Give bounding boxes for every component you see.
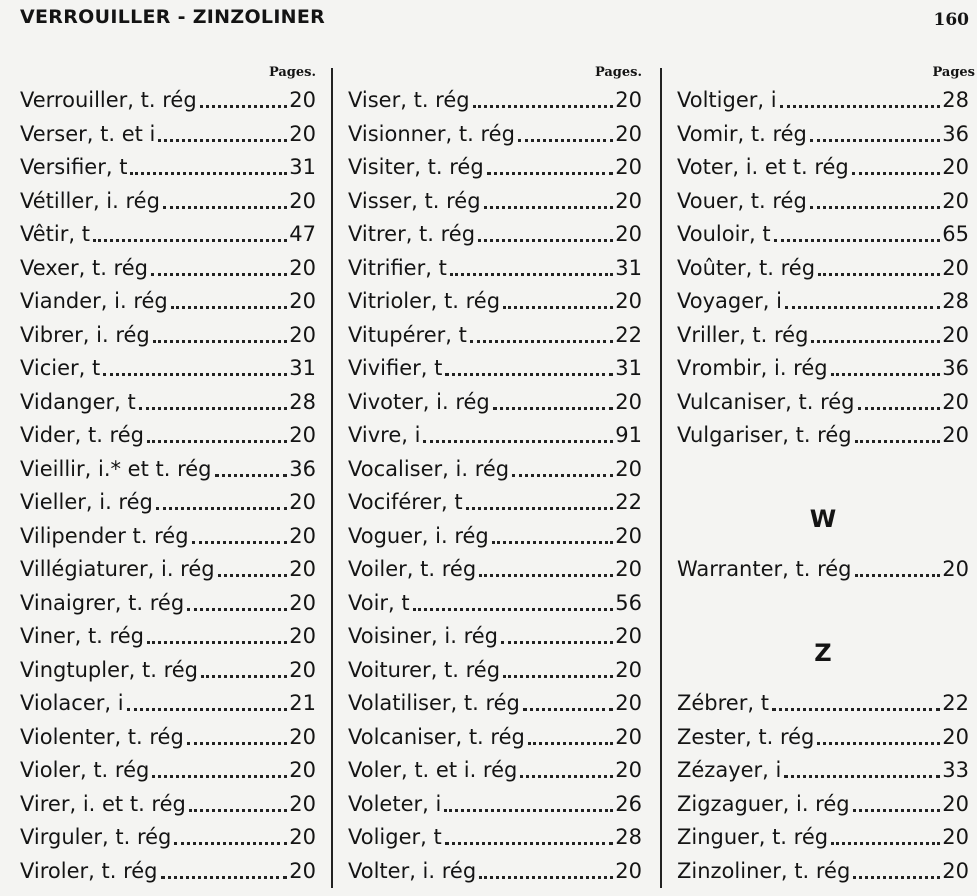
verb-entry (348, 687, 642, 721)
page-reference: 20 (289, 758, 316, 782)
verb-entry (20, 821, 316, 855)
verb-entry (20, 687, 316, 721)
dot-leader (853, 809, 941, 812)
page-reference: 20 (615, 691, 642, 715)
section-letter-z: Z (814, 639, 832, 667)
page-title: VERROUILLER - ZINZOLINER (20, 6, 326, 28)
spacer (677, 587, 969, 621)
dot-leader (512, 474, 613, 477)
page-reference: 20 (289, 825, 316, 849)
page-reference: 28 (615, 825, 642, 849)
verb-label: Zinguer, t. rég (677, 825, 829, 849)
dot-leader (528, 742, 613, 745)
column-divider (331, 68, 333, 888)
verb-label: Vitrifier, t (348, 255, 447, 280)
page-reference: 20 (615, 155, 642, 179)
verb-label: Voiturer, t. rég (348, 657, 501, 682)
verb-label: Vidanger, t (20, 389, 136, 414)
page-reference: 56 (615, 590, 642, 615)
page-reference: 20 (289, 557, 316, 581)
verb-entry (348, 84, 642, 118)
verb-label: Vitupérer, t (348, 322, 467, 347)
verb-label: Volter, i. rég (348, 858, 477, 883)
verb-label: Visionner, t. rég (348, 121, 515, 146)
dot-leader (413, 608, 614, 611)
page-reference: 22 (942, 691, 969, 715)
verb-label: Viser, t. rég (348, 88, 470, 112)
page-reference: 20 (615, 557, 642, 581)
page-reference: 31 (615, 255, 642, 280)
verb-entry (20, 285, 316, 319)
verb-entry (348, 419, 642, 453)
verb-label: Voltiger, i (677, 88, 777, 112)
verb-label: Virguler, t. rég (20, 825, 172, 849)
verb-entry (20, 118, 316, 152)
dot-leader (445, 373, 613, 376)
verb-label: Vivifier, t (348, 356, 443, 380)
page-reference: 20 (615, 121, 642, 146)
verb-label: Vouloir, t (677, 222, 771, 246)
column-1 (20, 62, 316, 888)
section-letter-w: W (809, 505, 837, 533)
page-reference: 31 (289, 356, 316, 380)
page-reference: 20 (942, 724, 969, 749)
dot-leader (445, 842, 614, 845)
verb-label: Zébrer, t (677, 691, 769, 715)
page-reference: 20 (942, 825, 969, 849)
page-reference: 28 (942, 289, 969, 313)
dot-leader (503, 675, 613, 678)
verb-entry (677, 252, 969, 286)
dot-leader (484, 206, 614, 209)
verb-label: Vitrer, t. rég (348, 222, 476, 246)
dot-leader (811, 340, 940, 343)
page-reference: 20 (615, 188, 642, 213)
page-reference: 31 (289, 155, 316, 179)
verb-entry (348, 386, 642, 420)
verb-label: Vider, t. rég (20, 423, 144, 447)
dot-leader (187, 608, 287, 611)
verb-label: Vouer, t. rég (677, 188, 807, 213)
page-reference: 20 (942, 188, 969, 213)
verb-label: Virer, i. et t. rég (20, 791, 186, 816)
dot-leader (130, 172, 287, 175)
page-reference: 22 (615, 490, 642, 514)
verb-label: Zinzoliner, t. rég (677, 858, 851, 883)
verb-entry (677, 821, 969, 855)
verb-label: Vivre, i (348, 423, 421, 447)
verb-entry (20, 185, 316, 219)
verb-label: Vociférer, t (348, 490, 463, 514)
page-reference: 20 (615, 657, 642, 682)
page-reference: 20 (289, 590, 316, 615)
verb-entry (348, 520, 642, 554)
verb-entry (348, 587, 642, 621)
page-reference: 20 (615, 624, 642, 648)
verb-label: Voguer, i. rég (348, 523, 489, 548)
page-reference: 20 (289, 657, 316, 682)
verb-label: Vétiller, i. rég (20, 188, 160, 213)
verb-entry (20, 620, 316, 654)
verb-label: Zester, t. rég (677, 724, 815, 749)
verb-entry (677, 285, 969, 319)
page-reference: 20 (942, 557, 969, 581)
verb-entry (348, 620, 642, 654)
dot-leader (93, 239, 287, 242)
verb-entry (348, 553, 642, 587)
page-number: 160 (933, 10, 969, 30)
verb-entry (677, 419, 969, 453)
verb-entry (20, 252, 316, 286)
dot-leader (161, 876, 288, 879)
verb-entry (20, 453, 316, 487)
verb-entry (348, 654, 642, 688)
verb-entry (677, 553, 969, 587)
dot-leader (853, 876, 940, 879)
verb-entry (20, 855, 316, 889)
dot-leader (855, 574, 941, 577)
page-reference: 91 (615, 423, 642, 447)
page-reference: 22 (615, 322, 642, 347)
page-reference: 20 (942, 255, 969, 280)
verb-label: Voler, t. et i. rég (348, 758, 518, 782)
verb-label: Vibrer, i. rég (20, 322, 150, 347)
page-reference: 21 (289, 691, 316, 715)
verb-entry (20, 654, 316, 688)
verb-label: Vieillir, i.* et t. rég (20, 456, 212, 481)
page-reference: 65 (942, 222, 969, 246)
dot-leader (174, 842, 287, 845)
verb-entry (20, 486, 316, 520)
dot-leader (503, 306, 613, 309)
pages-label: Pages (932, 65, 975, 80)
verb-label: Volcaniser, t. rég (348, 724, 525, 749)
dot-leader (171, 306, 288, 309)
dot-leader (147, 641, 287, 644)
verb-label: Vitrioler, t. rég (348, 289, 501, 313)
verb-entry (677, 386, 969, 420)
verb-entry (20, 587, 316, 621)
page-reference: 20 (289, 490, 316, 514)
dot-leader (785, 306, 940, 309)
page-reference: 20 (615, 758, 642, 782)
verb-label: Voliger, t (348, 825, 442, 849)
page-reference: 20 (289, 188, 316, 213)
verb-entry (20, 218, 316, 252)
verb-label: Vicier, t (20, 356, 101, 380)
verb-entry (348, 486, 642, 520)
verb-entry (677, 721, 969, 755)
verb-entry (677, 352, 969, 386)
verb-entry (677, 754, 969, 788)
page-reference: 36 (289, 456, 316, 481)
dot-leader (520, 775, 613, 778)
page-reference: 20 (289, 423, 316, 447)
dot-leader (523, 708, 613, 711)
verb-entry (348, 754, 642, 788)
verb-label: Vieller, i. rég (20, 490, 153, 514)
verb-entry (20, 419, 316, 453)
verb-entry (677, 185, 969, 219)
verb-label: Voûter, t. rég (677, 255, 816, 280)
verb-label: Vilipender t. rég (20, 523, 189, 548)
verb-label: Voleter, i (348, 791, 442, 816)
dot-leader (855, 440, 941, 443)
dot-leader (858, 407, 941, 410)
verb-label: Violer, t. rég (20, 758, 150, 782)
verb-label: Viner, t. rég (20, 624, 144, 648)
dot-leader (103, 373, 287, 376)
dot-leader (470, 340, 613, 343)
verb-label: Verser, t. et i (20, 121, 156, 146)
verb-entry (348, 252, 642, 286)
page-reference: 20 (942, 791, 969, 816)
verb-label: Voyager, i (677, 289, 782, 313)
verb-entry (677, 788, 969, 822)
page-reference: 20 (615, 389, 642, 414)
page-reference: 33 (942, 758, 969, 782)
verb-label: Vulgariser, t. rég (677, 423, 852, 447)
page-reference: 26 (615, 791, 642, 816)
page-reference: 47 (289, 222, 316, 246)
verb-label: Warranter, t. rég (677, 557, 852, 581)
verb-entry (348, 855, 642, 889)
page-reference: 20 (942, 423, 969, 447)
dot-leader (817, 742, 940, 745)
page-reference: 28 (289, 389, 316, 414)
page-reference: 36 (942, 121, 969, 146)
dot-leader (810, 206, 940, 209)
page-reference: 20 (615, 222, 642, 246)
page-reference: 20 (289, 724, 316, 749)
dot-leader (831, 842, 940, 845)
verb-label: Volatiliser, t. rég (348, 691, 520, 715)
verb-entry (20, 319, 316, 353)
dot-leader (780, 105, 941, 108)
page-reference: 20 (942, 155, 969, 179)
page-reference: 20 (289, 322, 316, 347)
page-reference: 20 (289, 523, 316, 548)
dot-leader (423, 440, 613, 443)
verb-label: Vinaigrer, t. rég (20, 590, 185, 615)
verb-entry (677, 118, 969, 152)
verb-entry (20, 721, 316, 755)
dot-leader (501, 641, 613, 644)
verb-label: Zézayer, i (677, 758, 782, 782)
verb-label: Vêtir, t (20, 222, 90, 246)
dot-leader (215, 474, 288, 477)
page-reference: 28 (942, 88, 969, 112)
dot-leader (200, 105, 288, 108)
verb-entry (20, 520, 316, 554)
verb-label: Viroler, t. rég (20, 858, 158, 883)
dot-leader (479, 876, 613, 879)
verb-label: Vrombir, i. rég (677, 356, 828, 380)
page-reference: 20 (615, 456, 642, 481)
column-3 (677, 62, 975, 888)
verb-label: Vocaliser, i. rég (348, 456, 510, 481)
page-reference: 20 (289, 858, 316, 883)
verb-label: Visser, t. rég (348, 188, 481, 213)
dot-leader (479, 574, 613, 577)
verb-label: Violacer, i (20, 691, 124, 715)
column-2 (348, 62, 642, 888)
dot-leader (487, 172, 614, 175)
dot-leader (492, 541, 614, 544)
dot-leader (151, 273, 287, 276)
dot-leader (201, 675, 287, 678)
dot-leader (218, 574, 288, 577)
spacer (677, 453, 969, 487)
verb-entry (20, 352, 316, 386)
dot-leader (127, 708, 288, 711)
dot-leader (772, 708, 940, 711)
verb-label: Voir, t (348, 590, 410, 615)
verb-entry (20, 553, 316, 587)
page-reference: 36 (942, 356, 969, 380)
verb-entry (20, 754, 316, 788)
verb-entry (677, 855, 969, 889)
verb-label: Viander, i. rég (20, 289, 168, 313)
verb-label: Vriller, t. rég (677, 322, 809, 347)
dot-leader (152, 775, 287, 778)
verb-label: Vexer, t. rég (20, 255, 148, 280)
verb-label: Vivoter, i. rég (348, 389, 490, 414)
dot-leader (518, 139, 613, 142)
verb-label: Vulcaniser, t. rég (677, 389, 855, 414)
page-reference: 20 (615, 88, 642, 112)
verb-entry (348, 319, 642, 353)
verb-entry (348, 352, 642, 386)
verb-label: Violenter, t. rég (20, 724, 184, 749)
dot-leader (818, 273, 940, 276)
verb-entry (20, 151, 316, 185)
verb-label: Vingtupler, t. rég (20, 657, 198, 682)
dot-leader (156, 507, 287, 510)
verb-entry (677, 218, 969, 252)
page-reference: 20 (289, 791, 316, 816)
verb-entry (677, 319, 969, 353)
verb-entry (677, 84, 969, 118)
page-reference: 20 (615, 724, 642, 749)
dot-leader (450, 273, 613, 276)
page-reference: 20 (289, 121, 316, 146)
verb-label: Versifier, t (20, 155, 128, 179)
dot-leader (189, 809, 287, 812)
dot-leader (153, 340, 288, 343)
verb-entry (348, 453, 642, 487)
verb-label: Vomir, t. rég (677, 121, 807, 146)
dot-leader (478, 239, 613, 242)
verb-entry (20, 386, 316, 420)
verb-label: Voiler, t. rég (348, 557, 477, 581)
dot-leader (187, 742, 287, 745)
page-reference: 20 (289, 255, 316, 280)
page-reference: 20 (289, 88, 316, 112)
dot-leader (147, 440, 287, 443)
pages-label: Pages. (268, 65, 316, 80)
verb-label: Voter, i. et t. rég (677, 155, 849, 179)
page-reference: 20 (615, 289, 642, 313)
verb-entry (348, 285, 642, 319)
verb-entry (20, 84, 316, 118)
verb-label: Zigzaguer, i. rég (677, 791, 850, 816)
dot-leader (163, 206, 287, 209)
dot-leader (158, 139, 287, 142)
page-reference: 20 (942, 322, 969, 347)
verb-label: Voisiner, i. rég (348, 624, 499, 648)
dot-leader (493, 407, 614, 410)
page-reference: 20 (615, 858, 642, 883)
verb-entry (677, 687, 969, 721)
verb-entry (348, 721, 642, 755)
page-reference: 20 (289, 624, 316, 648)
dot-leader (784, 775, 940, 778)
verb-entry (348, 218, 642, 252)
dot-leader (473, 105, 614, 108)
dot-leader (810, 139, 940, 142)
dot-leader (774, 239, 941, 242)
verb-entry (677, 151, 969, 185)
verb-entry (348, 118, 642, 152)
dot-leader (831, 373, 941, 376)
page-reference: 20 (942, 858, 969, 883)
verb-entry (348, 821, 642, 855)
pages-label: Pages. (594, 65, 642, 80)
verb-label: Villégiaturer, i. rég (20, 557, 215, 581)
verb-entry (20, 788, 316, 822)
page-reference: 31 (615, 356, 642, 380)
column-divider (660, 68, 662, 888)
dot-leader (852, 172, 941, 175)
page-reference: 20 (942, 389, 969, 414)
dot-leader (466, 507, 614, 510)
dot-leader (444, 809, 613, 812)
verb-label: Visiter, t. rég (348, 155, 484, 179)
page-reference: 20 (289, 289, 316, 313)
dot-leader (192, 541, 288, 544)
page-reference: 20 (615, 523, 642, 548)
verb-entry (348, 185, 642, 219)
verb-label: Verrouiller, t. rég (20, 88, 197, 112)
verb-entry (348, 151, 642, 185)
dot-leader (139, 407, 288, 410)
verb-entry (348, 788, 642, 822)
